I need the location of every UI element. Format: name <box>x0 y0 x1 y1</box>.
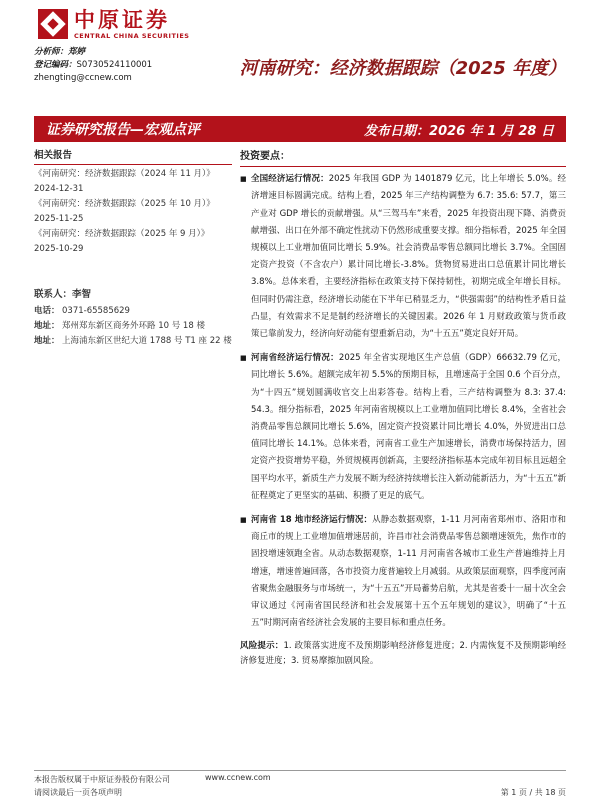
paragraph-body: 2025 年全省实现地区生产总值（GDP）66632.79 亿元，同比增长 5.6%。超额完成年初 5.5%的预期目标，且增速高于全国 0.6 个百分点，为“十四五”规划圆满收官交上出彩答卷。结构上看，三产结构调整为 8.3: 37.4: 54.3。细分指标看，2025 年河南省规模以上工业增加值同比增长 8.4%，全省社会消费品零售总额同比增长 5.6%，固定资产投资累计同比增长 4.0%，外贸进出口总值同比增长 14.1%。总体来看，河南省工业生产加速增长，消费市场保持活力，固定资产投资增势平稳，外贸规模再创新高，主要经济指标基本完成年初目标且远超全国平均水平，新质生产力发展不断为经济持续增长注入新动能新活力，为“十五五”新征程奠定了更坚实的基础、积攒了更足的底气。 <box>251 353 566 501</box>
contact-address-row <box>34 319 232 334</box>
paragraph-title: 河南省 18 地市经济运行情况： <box>251 515 373 526</box>
related-report-item[interactable]: 《河南研究：经济数据跟踪（2025 年 9 月）》2025-10-29 <box>34 229 210 254</box>
report-title: 河南研究：经济数据跟踪（2025 年度） <box>239 58 566 79</box>
report-banner <box>34 116 566 142</box>
cert-label: 登记编码： <box>34 60 77 70</box>
disclaimer-text: 请阅读最后一页各项声明 <box>34 788 122 797</box>
publish-date: 发布日期：2026 年 1 月 28 日 <box>364 123 554 139</box>
cert-value: S0730524110001 <box>76 60 153 70</box>
risk-warning <box>240 639 566 669</box>
footer-copyright <box>34 773 170 799</box>
address-label: 地址： <box>34 336 60 346</box>
page-number: 第 1 页 / 共 18 页 <box>500 788 566 797</box>
footer-website[interactable]: www.ccnew.com <box>205 773 271 782</box>
analyst-email[interactable]: zhengting@ccnew.com <box>34 73 132 83</box>
main-content <box>240 148 566 669</box>
address-label: 地址： <box>34 321 60 331</box>
report-type: 证券研究报告—宏观点评 <box>46 122 200 138</box>
henan-cities-paragraph <box>240 512 566 632</box>
henan-economy-paragraph <box>240 350 566 505</box>
paragraph-body: 2025 年我国 GDP 为 1401879 亿元，比上年增长 5.0%。经济增速目标圆满完成。结构上看，2025 年三产结构调整为 6.7: 35.6: 57.7，第三产业对 GDP 增长的贡献增强。从“三驾马车”来看，2025 年投资出现下降、消费贡献增强、出口在外部不确定性扰动下仍然形成重要支撑。细分指标看，2025 年全国规模以上工业增加值同比增长 5.9%。社会消费品零售总额同比增长 3.7%。全国固定资产投资（不含农户）累计同比增长-3.8%。货物贸易进出口总值累计同比增长 3.8%。总体来看，主要经济指标在政策支持下保持韧性，初期完成全年增长目标。但同时仍需注意，经济增长动能在下半年已稍显乏力，“供强需弱”的结构性矛盾日益凸显，有效需求不足是制约经济增长的关键因素。2026 年 1 月财政政策与货币政策已靠前发力，经济向好动能有望重新启动，为“十五五”奠定良好开局。 <box>251 174 566 340</box>
risk-title: 风险提示： <box>240 641 284 652</box>
analyst-label: 分析师： <box>34 47 69 57</box>
address-zhengzhou: 郑州郑东新区商务外环路 10 号 18 楼 <box>62 321 205 331</box>
logo-english: CENTRAL CHINA SECURITIES <box>74 32 190 40</box>
copyright-text: 本报告版权属于中原证券股份有限公司 <box>34 775 170 784</box>
contact-title: 联系人：李智 <box>34 289 92 300</box>
phone-value: 0371-65585629 <box>62 306 130 316</box>
contact-phone-row <box>34 304 232 319</box>
risk-body: 1. 政策落实进度不及预期影响经济修复进度；2. 内需恢复不及预期影响经济修复进度；3. 贸易摩擦加剧风险。 <box>240 641 566 667</box>
address-shanghai: 上海浦东新区世纪大道 1788 号 T1 座 22 楼 <box>62 336 232 346</box>
investment-highlights-title: 投资要点： <box>240 148 566 167</box>
paragraph-body: 从静态数据观察，1-11 月河南省郑州市、洛阳市和商丘市的规上工业增加值增速居前，许昌市社会消费品零售总额增速领先，焦作市的固投增速领跑全省。从动态数据观察，1-11 月河南省各城市工业生产普遍维持上月增速，增速普遍回落，各市投资力度普遍较上月减弱。从政策层面观察，四季度河南省聚焦金融服务与市场统一，为“十五五”开局蓄势启航，尤其是省委十一届十次全会审议通过《河南省国民经济和社会发展第十五个五年规划的建议》，明确了“十五五”时期河南省经济社会发展的主要目标和重点任务。 <box>251 515 567 629</box>
contact-address-row <box>34 334 232 349</box>
logo-mark-icon <box>38 9 68 39</box>
logo-chinese: 中原证券 <box>74 8 170 32</box>
paragraph-title: 河南省经济运行情况： <box>251 353 339 364</box>
related-reports-title: 相关报告 <box>34 148 232 165</box>
related-report-item[interactable]: 《河南研究：经济数据跟踪（2025 年 10 月）》2025-11-25 <box>34 199 215 224</box>
phone-label: 电话： <box>34 306 60 316</box>
national-economy-paragraph <box>240 171 566 343</box>
sidebar <box>34 148 232 349</box>
paragraph-title: 全国经济运行情况： <box>251 174 329 185</box>
related-report-item[interactable]: 《河南研究：经济数据跟踪（2024 年 11 月）》2024-12-31 <box>34 169 215 194</box>
footer-divider <box>34 770 566 771</box>
company-logo <box>38 8 189 40</box>
analyst-info <box>34 46 152 85</box>
analyst-name: 郑婷 <box>68 47 86 57</box>
